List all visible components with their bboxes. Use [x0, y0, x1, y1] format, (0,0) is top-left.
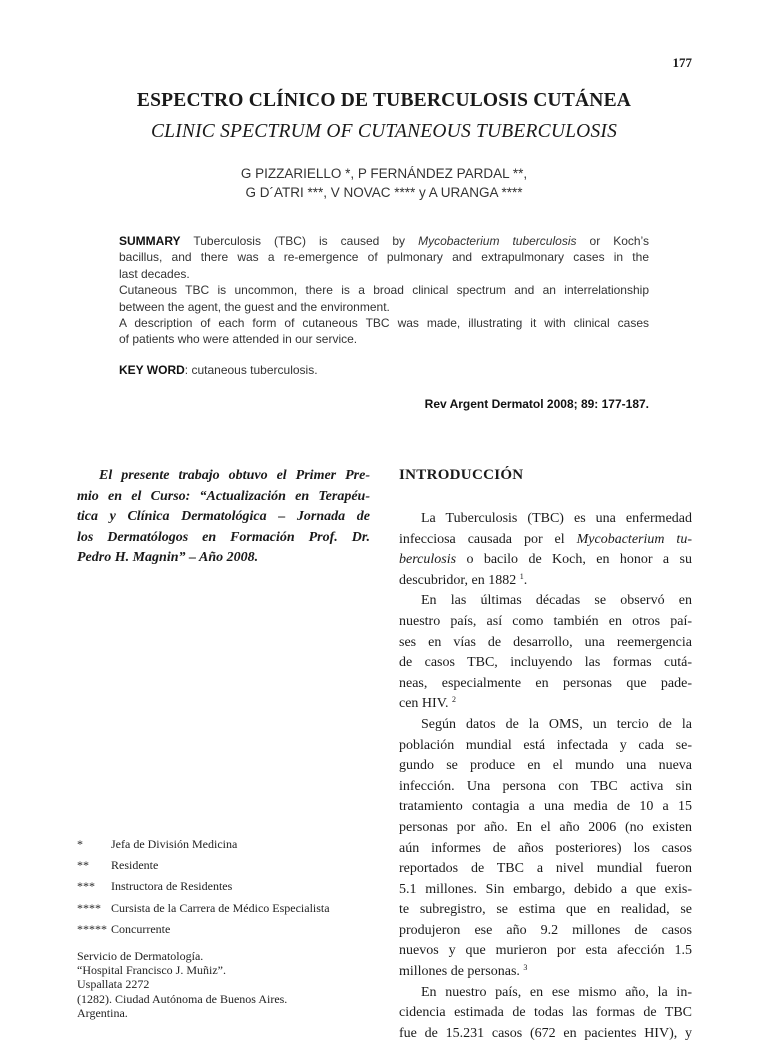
reference-marker: 2: [452, 695, 457, 705]
body-line: berculosis o bacilo de Koch, en honor a su: [399, 552, 692, 568]
footnote-mark: *****: [77, 921, 107, 936]
footnote-mark: *: [77, 837, 83, 851]
footnote-mark: **: [77, 858, 89, 873]
summary-line: SUMMARY Tuberculosis (TBC) is caused by Mycobacterium tuberculosis or Koch’s: [119, 234, 650, 248]
body-line: La Tuberculosis (TBC) es una enfermedad: [421, 511, 692, 526]
reference-marker: 3: [523, 963, 528, 973]
keyword-text: : cutaneous tuberculosis.: [184, 363, 318, 377]
summary-line: bacillus, and there was a re-emergence of pulmonary and extrapulmonary cases in the: [119, 250, 649, 265]
footnote: [77, 901, 377, 922]
body-line: infecciosa causada por el Mycobacterium tu-: [399, 531, 692, 547]
summary-line: of patients who were attended in our service.: [119, 332, 358, 347]
footnote: [77, 922, 377, 943]
body-line: reportados de TBC a nivel mundial fueron: [399, 861, 692, 877]
body-line: población mundial está infectada y cada se-: [399, 737, 692, 753]
award-line: tica y Clínica Dermatológica – Jornada de: [77, 509, 370, 525]
body-line: personas por año. En el año 2006 (no existen: [399, 819, 692, 835]
author-line: G PIZZARIELLO *, P FERNÁNDEZ PARDAL **,: [240, 166, 528, 181]
keywords: [119, 363, 318, 377]
summary-label: SUMMARY: [119, 234, 181, 248]
affiliation-line: Servicio de Dermatología.: [77, 949, 204, 963]
footnote-text: Instructora de Residentes: [111, 879, 233, 894]
affiliation-line: Argentina.: [77, 1005, 128, 1020]
award-note: [77, 466, 370, 569]
species-name: berculosis: [399, 552, 457, 568]
body-line: fue de 15.231 casos (672 en pacientes HIV), y: [399, 1025, 692, 1041]
body-line: gundo se produce en el mundo una nueva: [399, 758, 692, 774]
body-line: 5.1 millones. Sin embargo, debido a que exis-: [399, 881, 692, 897]
section-heading: INTRODUCCIÓN: [399, 467, 524, 483]
body-line: En nuestro país, en ese mismo año, la in-: [421, 984, 692, 1000]
award-line: Pedro H. Magnin” – Año 2008.: [77, 550, 259, 566]
body-line: millones de personas. $^3$: [399, 963, 528, 980]
introduction-header: [399, 467, 692, 484]
affiliation-address: [77, 949, 287, 1020]
affiliation-line: “Hospital Francisco J. Muñiz”.: [77, 963, 226, 978]
author-footnotes: [77, 837, 377, 943]
title-english: CLINIC SPECTRUM OF CUTANEOUS TUBERCULOSIS: [150, 121, 618, 142]
body-line: neas, especialmente en personas que pade-: [399, 675, 692, 691]
footnote-mark: ****: [77, 900, 101, 915]
body-line: cen HIV. $^2$: [399, 695, 457, 712]
author-list: [0, 164, 768, 202]
affiliation-line: (1282). Ciudad Autónoma de Buenos Aires.: [77, 991, 288, 1006]
footnote-text: Jefa de División Medicina: [111, 837, 238, 851]
body-line: ses en vías de desarrollo, una reemergencia: [399, 634, 692, 650]
keyword-label: KEY WORD: [119, 363, 185, 377]
reference-marker: 1: [519, 571, 524, 581]
footnote-text: Cursista de la Carrera de Médico Especialista: [111, 900, 330, 915]
footnote-mark: ***: [77, 879, 95, 894]
body-line: te subregistro, se estima que en realidad, se: [399, 902, 692, 918]
body-line: En las últimas décadas se observó en: [421, 593, 692, 609]
body-line: nuestro país, así como también en otros paí-: [399, 613, 692, 629]
author-line: G D´ATRI ***, V NOVAC **** y A URANGA ****: [245, 185, 523, 200]
summary-line: A description of each form of cutaneous TBC was made, illustrating it with clinical cases: [119, 316, 649, 331]
footnote: [77, 858, 377, 879]
footnote: [77, 837, 377, 858]
summary-line: last decades.: [119, 266, 190, 281]
journal-citation: Rev Argent Dermatol 2008; 89: 177-187.: [424, 397, 649, 411]
footnote-text: Concurrente: [111, 921, 171, 936]
species-name: Mycobacterium tuberculosis: [418, 234, 577, 248]
body-line: aún informes de años posteriores) los casos: [399, 840, 692, 856]
summary-abstract: [119, 233, 649, 348]
body-line: descubridor, en 1882 $^1$.: [399, 571, 528, 588]
affiliation-line: Uspallata 2272: [77, 977, 150, 992]
summary-line: between the agent, the guest and the environment.: [119, 299, 390, 314]
body-line: infección. Una persona con TBC activa sin: [399, 778, 692, 794]
footnote: [77, 879, 377, 900]
body-line: nuevos y que murieron por esta afección 1.5: [399, 943, 692, 959]
page-number: 177: [672, 55, 692, 70]
award-line: los Dermatólogos en Formación Prof. Dr.: [77, 529, 370, 545]
body-line: tratamiento contagia a una media de 10 a 15: [399, 799, 692, 815]
summary-line: Cutaneous TBC is uncommon, there is a broad clinical spectrum and an interrelationship: [119, 283, 649, 298]
species-name: Mycobacterium tu-: [576, 531, 692, 547]
body-line: cidencia estimada de todas las formas de TBC: [399, 1005, 692, 1021]
introduction-body: [399, 509, 692, 1044]
body-line: produjeron ese año 9.2 millones de casos: [399, 922, 692, 938]
body-line: Según datos de la OMS, un tercio de la: [421, 716, 692, 732]
award-line: El presente trabajo obtuvo el Primer Pre-: [99, 468, 370, 483]
title-spanish: ESPECTRO CLÍNICO DE TUBERCULOSIS CUTÁNEA: [136, 90, 632, 111]
award-line: mio en el Curso: “Actualización en Terapéu-: [77, 488, 370, 504]
footnote-text: Residente: [111, 858, 159, 873]
body-line: de casos TBC, incluyendo las formas cutá-: [399, 655, 692, 671]
